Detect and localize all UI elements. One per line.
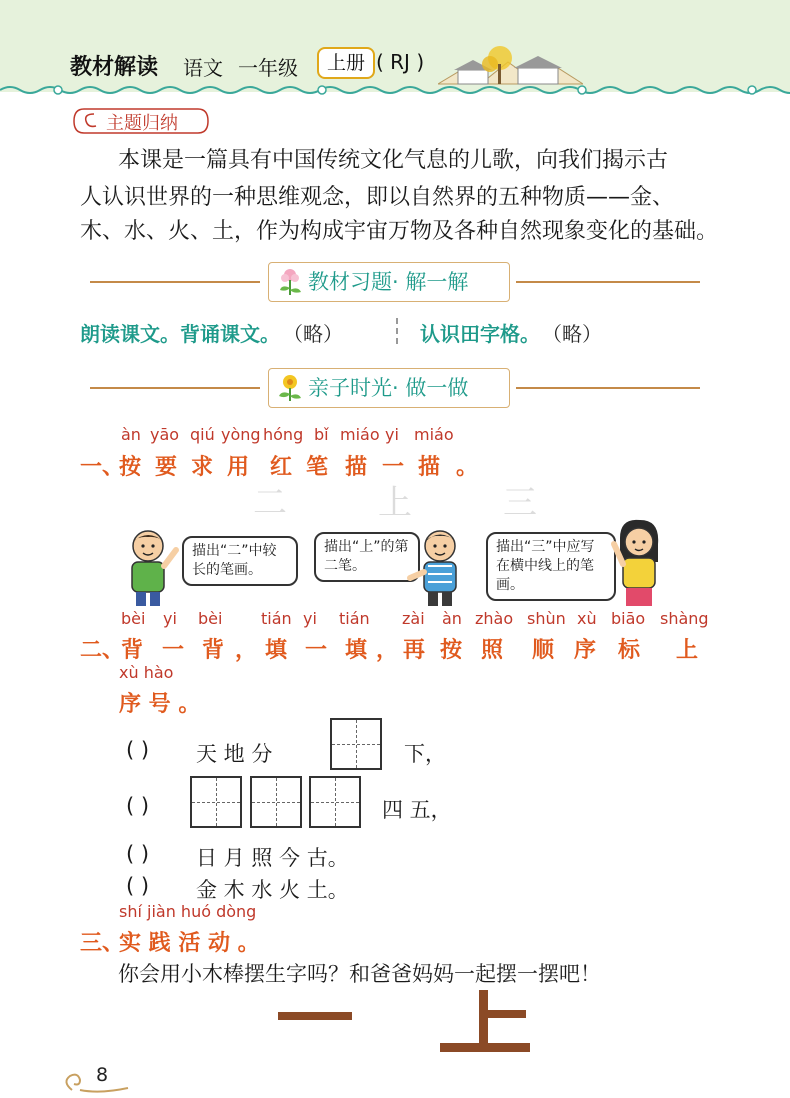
answer-paren-2[interactable]: ( ) [126,794,150,818]
q1-char-8: 一 [382,455,405,480]
q2-char-7: 填 [345,638,368,663]
q2-pinyin-5: yi [303,609,317,628]
q1-pinyin-2: yāo [150,425,180,444]
q1-pinyin-7: miáo [340,425,380,444]
q1-end-punct: 。 [456,455,479,480]
q1-number: 一、 [80,455,125,480]
stick-shang-vertical [479,990,488,1045]
speech-bubble-3: 描出“三”中应写在横中线上的笔画。 [486,532,616,601]
q1-pinyin-3: qiú [190,425,215,444]
trace-char-shang: 上 [378,483,412,523]
q2-char-4: ， [235,638,258,663]
q1-pinyin-1: àn [121,425,141,444]
trace-char-er: 二 [253,483,287,523]
q1-char-2: 要 [155,455,178,480]
q2-pinyin-4: tián [261,609,292,628]
q2-char-6: 一 [305,638,328,663]
q1-pinyin-6: bǐ [314,425,329,444]
page-number: 8 [96,1064,109,1086]
theme-paragraph-line-1: 本课是一篇具有中国传统文化气息的儿歌，向我们揭示古 [118,148,669,173]
answer-paren-4[interactable]: ( ) [126,874,150,898]
q1-char-5: 红 [270,455,293,480]
parent-section-header [90,368,700,408]
q2-pinyin-6: tián [339,609,370,628]
volume-badge: 上册 [317,47,375,79]
exercise-item-2-note: （略） [542,322,602,346]
q2-pinyin-3: bèi [198,609,223,628]
tianzige-box[interactable] [309,776,361,828]
stick-shang-base [440,1043,530,1052]
row-3-text: 日 月 照 今 古。 [196,846,349,870]
q2-char-14: 标 [618,638,641,663]
q1-char-3: 求 [191,455,214,480]
q2-char-13: 序 [574,638,597,663]
q2-char-15: 上 [676,638,699,663]
subject-label: 语文 [183,56,223,80]
q2-char-1: 背 [121,638,144,663]
village-landscape-icon [438,44,583,90]
edition-label: ( RJ ) [376,50,425,74]
stick-yi-horizontal [278,1012,352,1020]
boy-pointing-illustration [404,528,470,606]
row-1-tail: 下， [404,742,446,766]
q2-char-3: 背 [202,638,225,663]
q2-pinyin-line-2: xù hào [119,663,174,682]
column-divider [396,318,398,344]
q2-char-9: 再 [403,638,426,663]
answer-paren-1[interactable]: ( ) [126,738,150,762]
q2-pinyin-12: biāo [611,609,646,628]
q1-char-7: 描 [345,455,368,480]
header-wave-border [0,84,790,96]
exercise-item-2: 认识田字格。 [420,322,540,346]
q2-char-12: 顺 [532,638,555,663]
row-2-tail: 四 五， [382,798,452,822]
q3-title: 实 践 活 动 。 [119,931,260,956]
q2-pinyin-10: shùn [527,609,566,628]
q3-number: 三、 [80,931,125,956]
theme-tag-label: 主题归纳 [106,113,178,134]
stick-shang-short [488,1010,526,1018]
boy-waving-illustration [118,528,182,606]
q2-char-10: 按 [440,638,463,663]
speech-bubble-1: 描出“二”中较长的笔画。 [182,536,298,586]
q2-pinyin-11: xù [577,609,597,628]
q3-pinyin: shí jiàn huó dòng [119,902,257,921]
row-1-text: 天 地 分 [196,742,273,766]
tianzige-box[interactable] [190,776,242,828]
q2-pinyin-8: àn [442,609,462,628]
q2-pinyin-7: zài [402,609,425,628]
tianzige-box[interactable] [250,776,302,828]
q2-pinyin-13: shàng [660,609,709,628]
tianzige-box[interactable] [330,718,382,770]
q1-pinyin-9: miáo [414,425,454,444]
exercise-item-1-note: （略） [283,322,343,346]
q2-pinyin-9: zhào [475,609,514,628]
q3-prompt: 你会用小木棒摆生字吗？和爸爸妈妈一起摆一摆吧！ [118,962,601,986]
q2-number: 二、 [80,638,125,663]
chrysanthemum-icon [276,372,304,402]
q1-char-1: 按 [119,455,142,480]
theme-paragraph-line-3: 木、水、火、土，作为构成宇宙万物及各种自然现象变化的基础。 [80,219,719,244]
theme-paragraph-line-2: 人认识世界的一种思维观念，即以自然界的五种物质——金、 [80,185,675,210]
q2-pinyin-1: bèi [121,609,146,628]
parent-section-title: 亲子时光· 做一做 [308,376,469,400]
q1-pinyin-4: yòng [221,425,261,444]
exercise-item-1: 朗读课文。背诵课文。 [80,322,280,346]
trace-char-san: 三 [503,483,537,523]
row-4-text: 金 木 水 火 土。 [196,878,349,902]
q2-line-2: 序 号 。 [119,692,201,717]
q1-pinyin-8: yi [385,425,399,444]
q1-pinyin-5: hóng [263,425,304,444]
q2-char-5: 填 [265,638,288,663]
swirl-decoration-icon [60,1066,130,1096]
answer-paren-3[interactable]: ( ) [126,842,150,866]
exercises-section-title: 教材习题· 解一解 [308,270,469,294]
q1-char-9: 描 [418,455,441,480]
q2-char-11: 照 [481,638,504,663]
q2-char-2: 一 [162,638,185,663]
speech-bubble-2: 描出“上”的第二笔。 [314,532,420,582]
brand-title: 教材解读 [70,55,159,80]
grade-label: 一年级 [238,56,298,80]
exercises-section-header [90,262,700,302]
flower-icon [276,266,304,296]
q2-char-8: ， [376,638,399,663]
q2-pinyin-2: yi [163,609,177,628]
q1-char-4: 用 [227,455,250,480]
girl-pointing-illustration [606,518,672,608]
q1-char-6: 笔 [306,455,329,480]
